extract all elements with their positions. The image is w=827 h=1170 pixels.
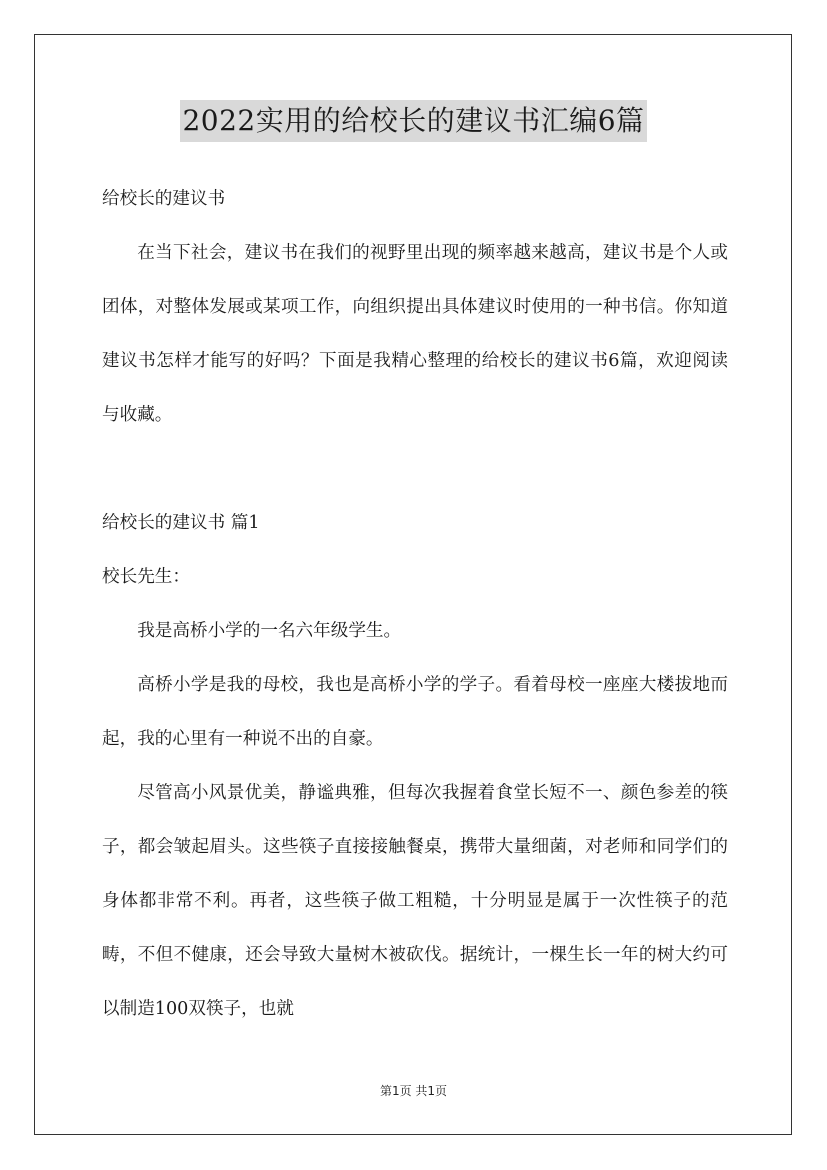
salutation: 校长先生： <box>102 567 190 587</box>
body-paragraph: 我是高桥小学的一名六年级学生。 <box>137 621 402 641</box>
intro-paragraph: 在当下社会，建议书在我们的视野里出现的频率越来越高，建议书是个人或团体，对整体发展或某项工作，向组织提出具体建议时使用的一种书信。你知道建议书怎样才能写的好吗？下面是我精心整理的给校长的建议书6篇，欢迎阅读与收藏。 <box>102 243 728 425</box>
document-body <box>102 172 728 1036</box>
page-number: 第1页 共1页 <box>379 1084 448 1098</box>
body-paragraph: 高桥小学是我的母校，我也是高桥小学的学子。看着母校一座座大楼拔地而起，我的心里有一种说不出的自豪。 <box>102 675 728 749</box>
section-spacer <box>102 442 728 496</box>
document-title: 2022实用的给校长的建议书汇编6篇 <box>180 100 646 142</box>
body-paragraph: 尽管高小风景优美，静谧典雅，但每次我握着食堂长短不一、颜色参差的筷子，都会皱起眉头。这些筷子直接接触餐桌，携带大量细菌，对老师和同学们的身体都非常不利。再者，这些筷子做工粗糙，十分明显是属于一次性筷子的范畴，不但不健康，还会导致大量树木被砍伐。据统计，一棵生长一年的树大约可以制造100双筷子，也就 <box>102 783 728 1019</box>
subtitle: 给校长的建议书 <box>102 189 226 209</box>
section-heading: 给校长的建议书 篇1 <box>102 513 260 533</box>
page-footer <box>0 1082 827 1099</box>
title-container <box>0 100 827 142</box>
